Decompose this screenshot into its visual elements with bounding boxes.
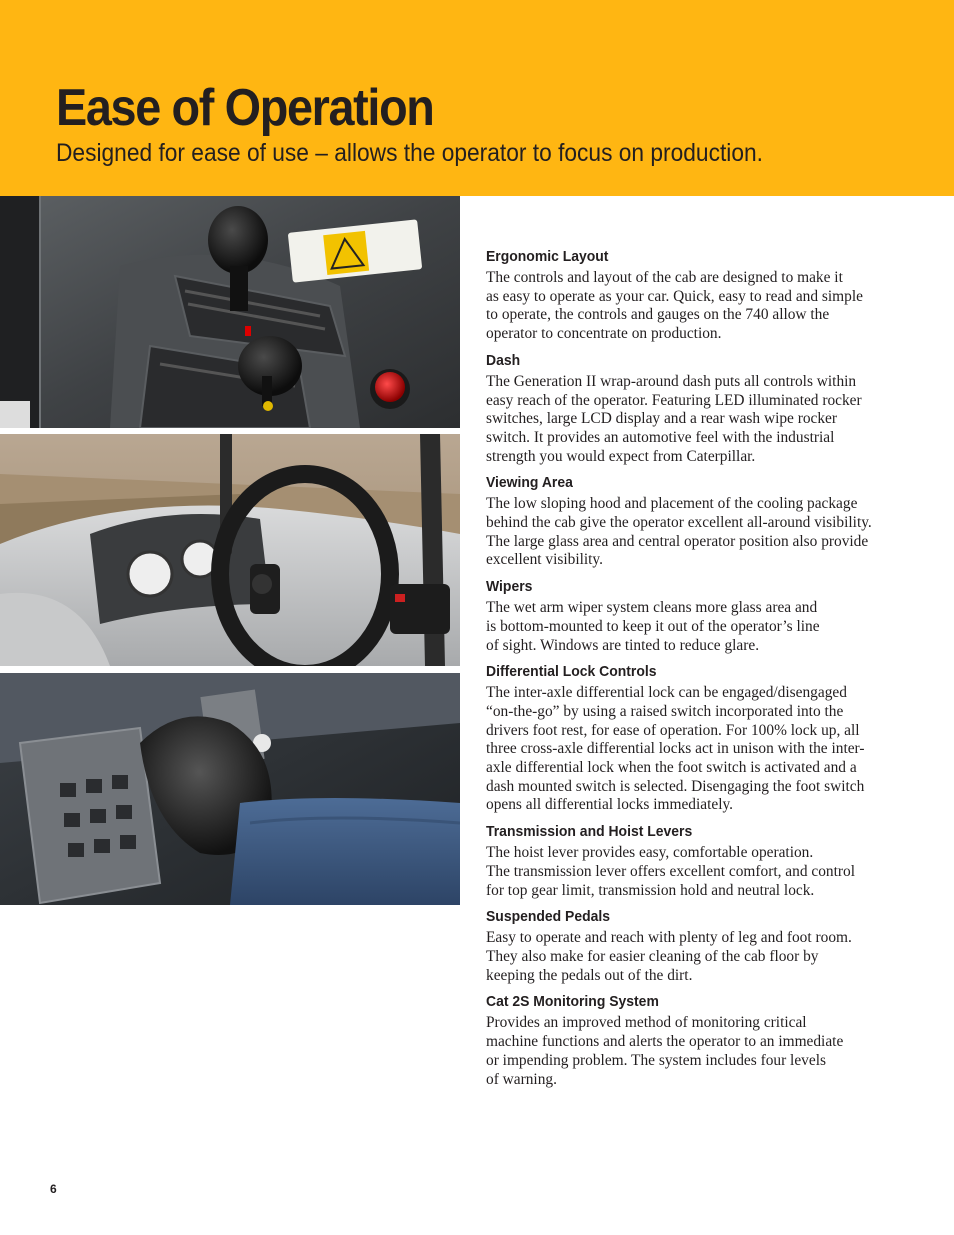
section-wipers: [486, 577, 896, 655]
section-body: The controls and layout of the cab are designed to make it as easy to operate as your car. Quick, easy to read and simple to operate, the controls and gauges on the 740 allow the operator to concentrate on production.: [486, 269, 863, 343]
section-heading: Differential Lock Controls: [486, 663, 657, 681]
section-body: Easy to operate and reach with plenty of leg and foot room. They also make for easier cleaning of the cab floor by keeping the pedals out of the dirt.: [486, 929, 852, 984]
section-dash: [486, 351, 896, 467]
foot-pedal-photo: [0, 673, 460, 905]
section-ergonomic-layout: [486, 247, 896, 344]
section-body: Provides an improved method of monitoring critical machine functions and alerts the operator to an immediate or impending problem. The system includes four levels of warning.: [486, 1014, 844, 1088]
section-heading: Cat 2S Monitoring System: [486, 993, 659, 1011]
steering-wheel-dash-photo: [0, 434, 460, 666]
section-suspended-pedals: [486, 907, 896, 985]
section-body: The Generation II wrap-around dash puts all controls within easy reach of the operator. Featuring LED illuminated rocker switches, large LCD display and a rear wash wipe rocker switch. It provides an automotive feel with the industrial strength you would expect from Caterpillar.: [486, 372, 862, 465]
header-banner: [0, 0, 954, 196]
section-heading: Dash: [486, 351, 521, 369]
section-differential-lock-controls: [486, 662, 896, 815]
section-heading: Ergonomic Layout: [486, 248, 609, 265]
section-viewing-area: [486, 473, 896, 570]
section-heading: Suspended Pedals: [486, 908, 611, 926]
transmission-hoist-levers-photo: [0, 196, 460, 428]
feature-text-column: [486, 247, 896, 1096]
section-body: The hoist lever provides easy, comfortable operation. The transmission lever offers excellent comfort, and control for top gear limit, transmission hold and neutral lock.: [486, 844, 855, 899]
section-body: The wet arm wiper system cleans more glass area and is bottom-mounted to keep it out of the operator’s line of sight. Windows are tinted to reduce glare.: [486, 599, 820, 654]
section-heading: Wipers: [486, 578, 533, 596]
section-heading: Viewing Area: [486, 474, 573, 492]
section-body: The inter-axle differential lock can be engaged/disengaged “on-the-go” by using a raised switch incorporated into the drivers foot rest, for ease of operation. For 100% lock up, all three cross-axle differential locks act in unison with the inter- axle differential lock when the foot switch is activated and a dash mounted switch is selected. Disengaging the foot switch opens all differential locks immediately.: [486, 684, 865, 814]
section-body: The low sloping hood and placement of the cooling package behind the cab give the operator excellent all-around visibility. The large glass area and central operator position also provide excellent visibility.: [486, 495, 872, 569]
page-number: 6: [50, 1182, 57, 1196]
section-cat-2s-monitoring: [486, 992, 896, 1089]
page-subtitle: Designed for ease of use – allows the operator to focus on production.: [56, 139, 763, 167]
page-title: Ease of Operation: [56, 79, 434, 137]
section-transmission-hoist-levers: [486, 822, 896, 900]
section-heading: Transmission and Hoist Levers: [486, 823, 693, 841]
